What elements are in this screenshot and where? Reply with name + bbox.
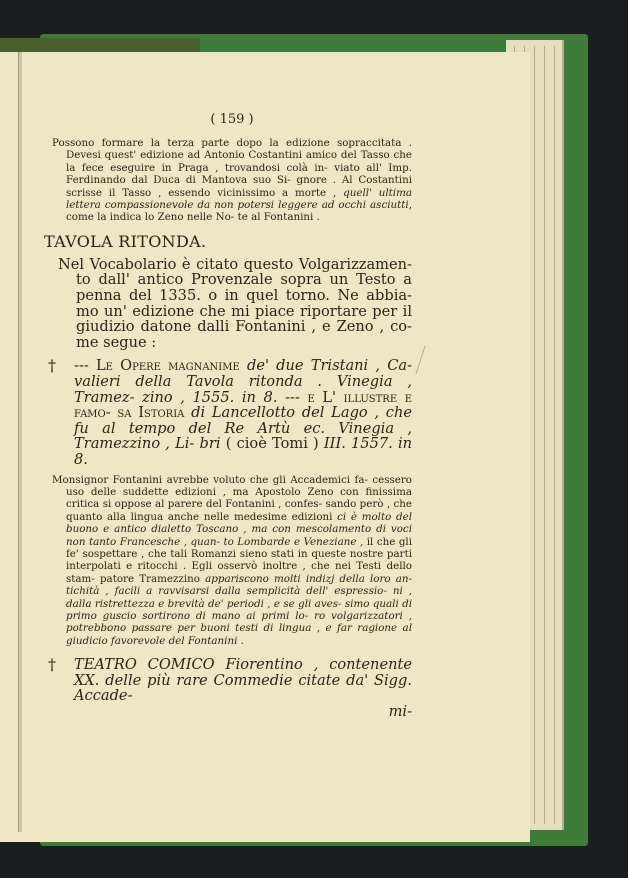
- text-line: to dall' antico Provenzale sopra un Testo a: [76, 271, 412, 289]
- text-line: giudizio datone dalli Fontanini , e Zeno , co-: [76, 318, 412, 336]
- italic-text: mi-: [388, 703, 412, 721]
- italic-text: to Lombarde e Veneziane ,: [223, 535, 364, 548]
- bibliography-entry: [48, 655, 413, 721]
- italic-text: appariscono molti indizj della loro an-: [205, 572, 413, 585]
- italic-text: simo quali di primo guscio sortirono di mano ai primi lo-: [66, 597, 412, 623]
- title-smallcaps: sa Istoria: [117, 404, 185, 422]
- italic-text: tichità , facili a ravvisarsi dalla semplicità dell' espressio-: [66, 585, 387, 598]
- text-line: gnore . Al Costantini scrisse il Tasso , essendo vicinissimo: [66, 174, 412, 199]
- page-fold: [18, 52, 22, 832]
- italic-text: valieri della Tavola ritonda . Vinegia , Tramez-: [74, 373, 412, 406]
- text-line: cessero uso delle suddette edizioni , ma Apostolo Zeno con: [66, 473, 412, 498]
- italic-text: di Lancellotto del Lago , che fu al: [74, 404, 412, 437]
- text-line: edizioni: [291, 510, 333, 523]
- text-line: ritocchi . Egli osservò inoltre , che nei Testi dello stam-: [66, 560, 412, 585]
- commentary-paragraph: [52, 474, 412, 648]
- text-line: ( cioè Tomi ): [225, 435, 319, 453]
- intro-paragraph: [52, 137, 412, 224]
- text-line: il che gli fe' sospettare , che: [66, 535, 412, 560]
- text-line: te al Fontanini .: [237, 211, 320, 224]
- dagger-icon: †: [48, 655, 56, 675]
- title-smallcaps: --- Le Opere magnanime: [74, 357, 240, 375]
- text-line: a morte ,: [282, 186, 337, 199]
- text-line: finissima critica si oppose al parere del Fontanini , confes-: [66, 485, 412, 511]
- dagger-icon: †: [48, 356, 56, 376]
- text-line: viato all' Imp. Ferdinando dal Duca di Mantova suo Si-: [66, 161, 412, 187]
- text-line: Nel Vocabolario è citato questo Volgarizzamen-: [58, 255, 412, 273]
- italic-text: III. 1557. in 8.: [74, 435, 413, 468]
- page-edge: [554, 46, 555, 824]
- text-line: penna del 1335. o in quel torno. Ne abbia-: [76, 287, 412, 305]
- italic-text: ci è molto del buono e antico dialetto Toscano ,: [66, 510, 412, 536]
- italic-text: ro volgarizzatori ,: [314, 610, 412, 623]
- text-line: mo un' edizione che mi piace riportare per il: [76, 302, 412, 320]
- italic-text: de' due Tristani , Ca-: [247, 357, 413, 375]
- page-edge: [534, 46, 535, 824]
- italic-text: zino , 1555. in 8.: [142, 388, 278, 406]
- description-paragraph: [58, 257, 412, 351]
- page-edge: [544, 46, 545, 824]
- italic-quote: leggere ad occhi asciutti: [278, 199, 409, 212]
- bibliography-entry: [48, 356, 413, 468]
- text-line: Possono formare la terza parte dopo la edizione sopraccitata .: [52, 137, 412, 149]
- text-line: me segue :: [76, 333, 157, 351]
- text-line: sando però , che quanto alla lingua anche nelle medesime: [66, 498, 412, 523]
- italic-text: ni , dalla ristrettezza e brevità de' periodi , e se gli aves-: [66, 585, 412, 610]
- text-line: patore Tramezzino: [99, 572, 200, 585]
- text-line: Monsignor Fontanini avrebbe voluto che gli Accademici fa-: [52, 473, 368, 486]
- text-line: , come la indica lo Zeno nelle No-: [66, 199, 413, 224]
- title-smallcaps: --- e L' illustre e famo-: [74, 388, 413, 422]
- italic-quote: quell' ultima lettera compassionevole da non potersi: [66, 186, 412, 212]
- italic-text: potrebbono passare per buoni testi di: [66, 622, 274, 635]
- cover-edge: [0, 38, 200, 52]
- text-line: tali Romanzi sieno stati in queste nostre parti interpolati e: [66, 548, 412, 573]
- italic-text: tempo del Re Artù ec. Vinegia , Tramezzino , Li-: [74, 419, 413, 453]
- page-text: [44, 112, 413, 726]
- section-heading: TAVOLA RITONDA.: [44, 231, 207, 251]
- italic-text: lingua , e far ragione al giudicio favorevole del Fontanini .: [66, 622, 412, 647]
- catchword: [74, 704, 412, 720]
- italic-text: bri: [199, 435, 221, 453]
- italic-text: TEATRO COMICO Fiorentino , contenente XX.: [74, 656, 412, 689]
- text-line: Tasso che la fece eseguire in Praga , trovandosi colà in-: [66, 149, 412, 174]
- page-number: ( 159 ): [210, 112, 254, 127]
- italic-text: delle più rare Commedie citate da' Sigg. Accade-: [74, 671, 413, 705]
- italic-text: ma con mescolamento di voci non tanto Francesche , quan-: [66, 523, 412, 548]
- text-line: Devesi quest' edizione ad Antonio Costantini amico del: [66, 149, 357, 162]
